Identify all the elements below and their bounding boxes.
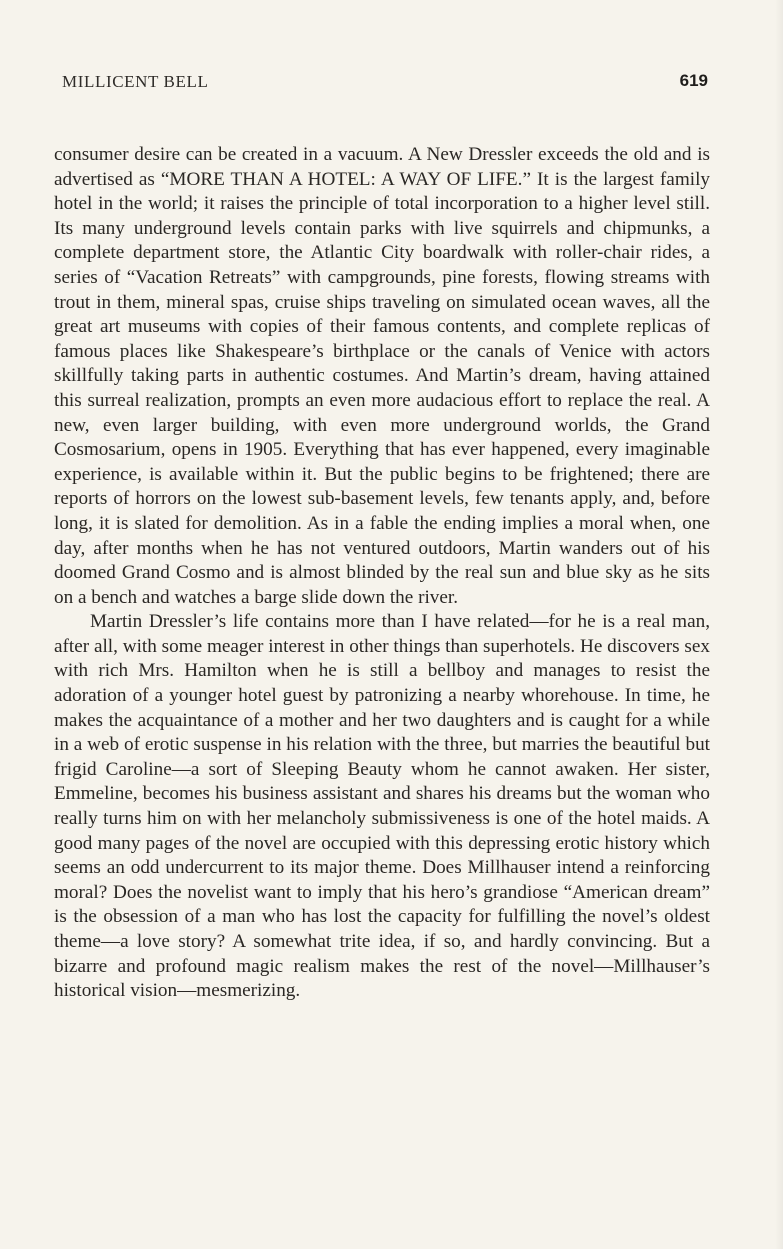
running-head-author: MILLICENT BELL xyxy=(62,72,209,91)
body-text xyxy=(54,143,710,1004)
running-head xyxy=(62,72,708,94)
page-number: 619 xyxy=(679,71,708,90)
body-paragraph-1: consumer desire can be created in a vacuum. A New Dressler exceeds the old and is advertised as “MORE THAN A HOTEL: A WAY OF LIFE.” It is the largest family hotel in the world; it raises the principle of total incorporation to a higher level still. Its many underground levels contain parks with live squirrels and chipmunks, a complete department store, the Atlantic City boardwalk with roller-chair rides, a series of “Vacation Retreats” with campgrounds, pine forests, flowing streams with trout in them, mineral spas, cruise ships traveling on simulated ocean waves, all the great art museums with copies of their famous contents, and complete replicas of famous places like Shakespeare’s birthplace or the canals of Venice with actors skillfully taking parts in authentic costumes. And Martin’s dream, having attained this surreal realization, prompts an even more audacious effort to replace the real. A new, even larger building, with even more underground worlds, the Grand Cosmosarium, opens in 1905. Everything that has ever happened, every imaginable experience, is available within it. But the public begins to be frightened; there are reports of horrors on the lowest sub-basement levels, few tenants apply, and, before long, it is slated for demolition. As in a fable the ending implies a moral when, one day, after months when he has not ventured outdoors, Martin wanders out of his doomed Grand Cosmo and is almost blinded by the real sun and blue sky as he sits on a bench and watches a barge slide down the river. xyxy=(54,144,710,608)
body-paragraph-2: Martin Dressler’s life contains more than I have related—for he is a real man, after all, with some meager interest in other things than superhotels. He discovers sex with rich Mrs. Hamilton when he is still a bellboy and manages to resist the adoration of a younger hotel guest by patronizing a nearby whorehouse. In time, he makes the acquaintance of a mother and her two daughters and is caught for a while in a web of erotic suspense in his relation with the three, but marries the beautiful but frigid Caroline—a sort of Sleeping Beauty whom he cannot awaken. Her sister, Emmeline, becomes his business assistant and shares his dreams but the woman who really turns him on with her melancholy submissiveness is one of the hotel maids. A good many pages of the novel are occupied with this depressing erotic history which seems an odd undercurrent to its major theme. Does Millhauser intend a reinforcing moral? Does the novelist want to imply that his hero’s grandiose “American dream” is the obsession of a man who has lost the capacity for fulfilling the novel’s oldest theme—a love story? A somewhat trite idea, if so, and hardly convincing. But a bizarre and profound magic realism makes the rest of the novel—Millhauser’s historical vision—mesmerizing. xyxy=(54,611,710,1002)
page-edge-shadow xyxy=(775,0,783,1249)
